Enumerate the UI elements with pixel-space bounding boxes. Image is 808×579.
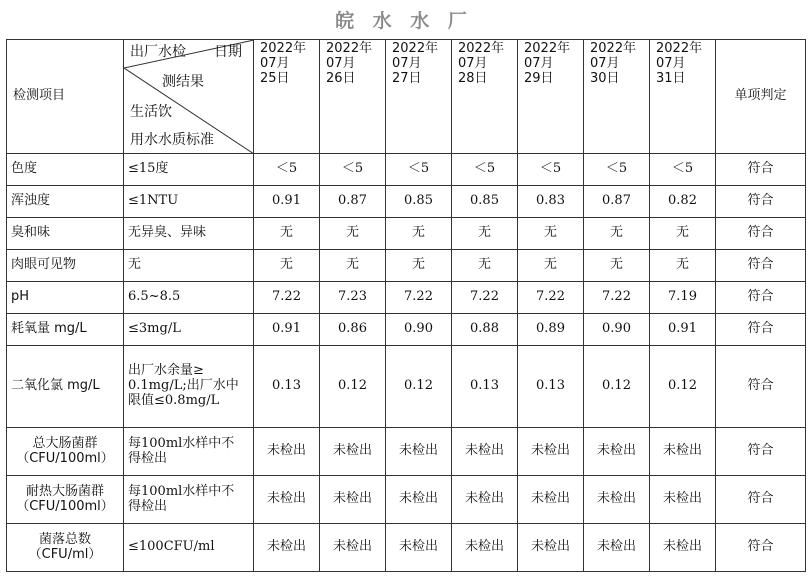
result-cell: ＜5: [518, 154, 584, 186]
date-month: 07月: [392, 55, 422, 71]
result-cell: 无: [584, 218, 650, 250]
item-name-line: 菌落总数: [38, 531, 91, 547]
table-row: [7, 250, 806, 282]
date-header: [650, 40, 716, 154]
standard-line: ≤3mg/L: [128, 321, 181, 337]
result-cell: 未检出: [650, 428, 716, 476]
item-name-cell: [7, 282, 124, 314]
result-cell: 7.22: [386, 282, 452, 314]
result-cell: 未检出: [650, 524, 716, 572]
result-cell: ＜5: [320, 154, 386, 186]
result-cell: 0.82: [650, 186, 716, 218]
standard-cell: [124, 428, 254, 476]
item-name-line: 耗氧量 mg/L: [11, 321, 87, 337]
result-cell: 0.87: [320, 186, 386, 218]
result-cell: 7.19: [650, 282, 716, 314]
result-cell: 未检出: [650, 476, 716, 524]
standard-line: ≤15度: [128, 161, 169, 177]
date-year: 2022年: [590, 41, 637, 56]
standard-line: 得检出: [128, 498, 168, 514]
result-cell: 无: [452, 250, 518, 282]
standard-line: 出厂水余量≥: [128, 363, 204, 379]
header-diag-top-left: 出厂水检: [130, 44, 186, 60]
result-cell: 0.85: [452, 186, 518, 218]
date-month: 07月: [458, 55, 488, 71]
verdict-cell: 符合: [716, 524, 806, 572]
result-cell: 0.13: [254, 346, 320, 428]
result-cell: 无: [254, 250, 320, 282]
header-diag-top-right: 日期: [214, 44, 242, 60]
result-cell: 未检出: [320, 428, 386, 476]
verdict-cell: 符合: [716, 428, 806, 476]
standard-line: 每100ml水样中不: [128, 435, 235, 451]
result-cell: 无: [386, 250, 452, 282]
table-row: [7, 186, 806, 218]
result-cell: 未检出: [452, 524, 518, 572]
result-cell: 未检出: [254, 524, 320, 572]
standard-cell: [124, 476, 254, 524]
result-cell: 未检出: [584, 524, 650, 572]
standard-line: 得检出: [128, 450, 168, 466]
item-name-cell: [7, 524, 124, 572]
item-name-line: pH: [11, 289, 30, 305]
result-cell: 0.12: [386, 346, 452, 428]
result-cell: 0.86: [320, 314, 386, 346]
result-cell: 未检出: [386, 428, 452, 476]
header-diagonal-cell: [124, 40, 254, 154]
result-cell: 未检出: [452, 428, 518, 476]
item-name-line: 浑浊度: [11, 193, 51, 209]
standard-line: 无: [128, 257, 142, 273]
result-cell: 0.90: [584, 314, 650, 346]
result-cell: 无: [584, 250, 650, 282]
item-name-cell: [7, 346, 124, 428]
header-diag-low1: 生活饮: [130, 104, 172, 120]
verdict-cell: 符合: [716, 186, 806, 218]
standard-cell: [124, 186, 254, 218]
date-year: 2022年: [458, 41, 505, 56]
standard-cell: [124, 524, 254, 572]
result-cell: 未检出: [452, 476, 518, 524]
result-cell: 无: [650, 218, 716, 250]
result-cell: 7.22: [254, 282, 320, 314]
date-day: 29日: [524, 70, 554, 86]
result-cell: 7.22: [584, 282, 650, 314]
verdict-cell: 符合: [716, 282, 806, 314]
standard-line: 6.5~8.5: [128, 289, 181, 305]
result-cell: 未检出: [518, 428, 584, 476]
date-header: [452, 40, 518, 154]
item-name-line: （CFU/ml）: [28, 546, 102, 562]
table-row: [7, 346, 806, 428]
date-year: 2022年: [260, 41, 307, 56]
result-cell: 0.91: [254, 186, 320, 218]
item-name-line: 总大肠菌群: [32, 435, 98, 451]
water-quality-table: [6, 39, 806, 572]
table-row: [7, 476, 806, 524]
date-day: 31日: [656, 70, 686, 86]
result-cell: 未检出: [254, 428, 320, 476]
result-cell: 未检出: [386, 476, 452, 524]
date-month: 07月: [590, 55, 620, 71]
result-cell: 0.85: [386, 186, 452, 218]
standard-line: 无异臭、异味: [128, 225, 207, 241]
result-cell: 未检出: [584, 428, 650, 476]
header-diag-low2: 用水水质标准: [130, 132, 214, 148]
result-cell: 7.23: [320, 282, 386, 314]
result-cell: 7.22: [518, 282, 584, 314]
result-cell: 0.12: [320, 346, 386, 428]
table-row: [7, 282, 806, 314]
table-row: [7, 428, 806, 476]
result-cell: 0.90: [386, 314, 452, 346]
item-name-cell: [7, 250, 124, 282]
date-day: 30日: [590, 70, 620, 86]
result-cell: 未检出: [254, 476, 320, 524]
result-cell: ＜5: [386, 154, 452, 186]
standard-line: 限值≤0.8mg/L: [128, 392, 220, 408]
date-year: 2022年: [326, 41, 373, 56]
standard-cell: [124, 346, 254, 428]
header-diag-mid: 测结果: [162, 74, 204, 90]
date-month: 07月: [524, 55, 554, 71]
date-day: 27日: [392, 70, 422, 86]
header-item-label: 检测项目: [7, 40, 124, 154]
standard-cell: [124, 218, 254, 250]
item-name-cell: [7, 154, 124, 186]
result-cell: 未检出: [386, 524, 452, 572]
result-cell: 未检出: [518, 476, 584, 524]
standard-line: ≤100CFU/ml: [128, 539, 215, 555]
standard-cell: [124, 154, 254, 186]
date-header: [518, 40, 584, 154]
result-cell: 0.13: [518, 346, 584, 428]
result-cell: 无: [320, 218, 386, 250]
item-name-cell: [7, 314, 124, 346]
item-name-line: 色度: [11, 161, 38, 177]
item-name-cell: [7, 186, 124, 218]
result-cell: 未检出: [518, 524, 584, 572]
date-month: 07月: [656, 55, 686, 71]
result-cell: 7.22: [452, 282, 518, 314]
verdict-cell: 符合: [716, 154, 806, 186]
item-name-cell: [7, 218, 124, 250]
result-cell: 未检出: [320, 476, 386, 524]
result-cell: 0.12: [650, 346, 716, 428]
verdict-cell: 符合: [716, 314, 806, 346]
date-day: 26日: [326, 70, 356, 86]
result-cell: ＜5: [584, 154, 650, 186]
date-header: [254, 40, 320, 154]
standard-cell: [124, 314, 254, 346]
result-cell: 未检出: [320, 524, 386, 572]
result-cell: ＜5: [254, 154, 320, 186]
result-cell: 未检出: [584, 476, 650, 524]
item-name-cell: [7, 428, 124, 476]
standard-line: 0.1mg/L;出厂水中: [128, 378, 239, 394]
table-row: [7, 524, 806, 572]
result-cell: 无: [650, 250, 716, 282]
table-row: [7, 218, 806, 250]
result-cell: 无: [386, 218, 452, 250]
table-row: [7, 154, 806, 186]
date-day: 25日: [260, 70, 290, 86]
item-name-line: 二氧化氯 mg/L: [11, 378, 100, 394]
page-title: 皖 水 水 厂: [335, 10, 473, 32]
date-header: [386, 40, 452, 154]
item-name-line: 耐热大肠菌群: [25, 483, 104, 499]
verdict-cell: 符合: [716, 218, 806, 250]
result-cell: 无: [518, 218, 584, 250]
header-row: [7, 40, 806, 154]
result-cell: 无: [518, 250, 584, 282]
date-header: [320, 40, 386, 154]
verdict-cell: 符合: [716, 346, 806, 428]
date-month: 07月: [326, 55, 356, 71]
item-name-cell: [7, 476, 124, 524]
date-month: 07月: [260, 55, 290, 71]
result-cell: 0.83: [518, 186, 584, 218]
result-cell: 0.89: [518, 314, 584, 346]
result-cell: 无: [320, 250, 386, 282]
date-year: 2022年: [392, 41, 439, 56]
result-cell: 0.87: [584, 186, 650, 218]
result-cell: 0.88: [452, 314, 518, 346]
date-year: 2022年: [524, 41, 571, 56]
result-cell: ＜5: [650, 154, 716, 186]
item-name-line: 肉眼可见物: [11, 257, 77, 273]
standard-cell: [124, 250, 254, 282]
table-row: [7, 314, 806, 346]
item-name-line: （CFU/100ml）: [16, 498, 114, 514]
item-name-line: （CFU/100ml）: [16, 450, 114, 466]
result-cell: 0.13: [452, 346, 518, 428]
result-cell: 0.91: [254, 314, 320, 346]
date-header: [584, 40, 650, 154]
result-cell: 0.91: [650, 314, 716, 346]
standard-line: ≤1NTU: [128, 193, 179, 209]
header-verdict-label: 单项判定: [716, 40, 806, 154]
verdict-cell: 符合: [716, 476, 806, 524]
verdict-cell: 符合: [716, 250, 806, 282]
standard-cell: [124, 282, 254, 314]
result-cell: ＜5: [452, 154, 518, 186]
item-name-line: 臭和味: [11, 225, 51, 241]
result-cell: 无: [452, 218, 518, 250]
result-cell: 无: [254, 218, 320, 250]
result-cell: 0.12: [584, 346, 650, 428]
date-year: 2022年: [656, 41, 703, 56]
date-day: 28日: [458, 70, 488, 86]
standard-line: 每100ml水样中不: [128, 483, 235, 499]
